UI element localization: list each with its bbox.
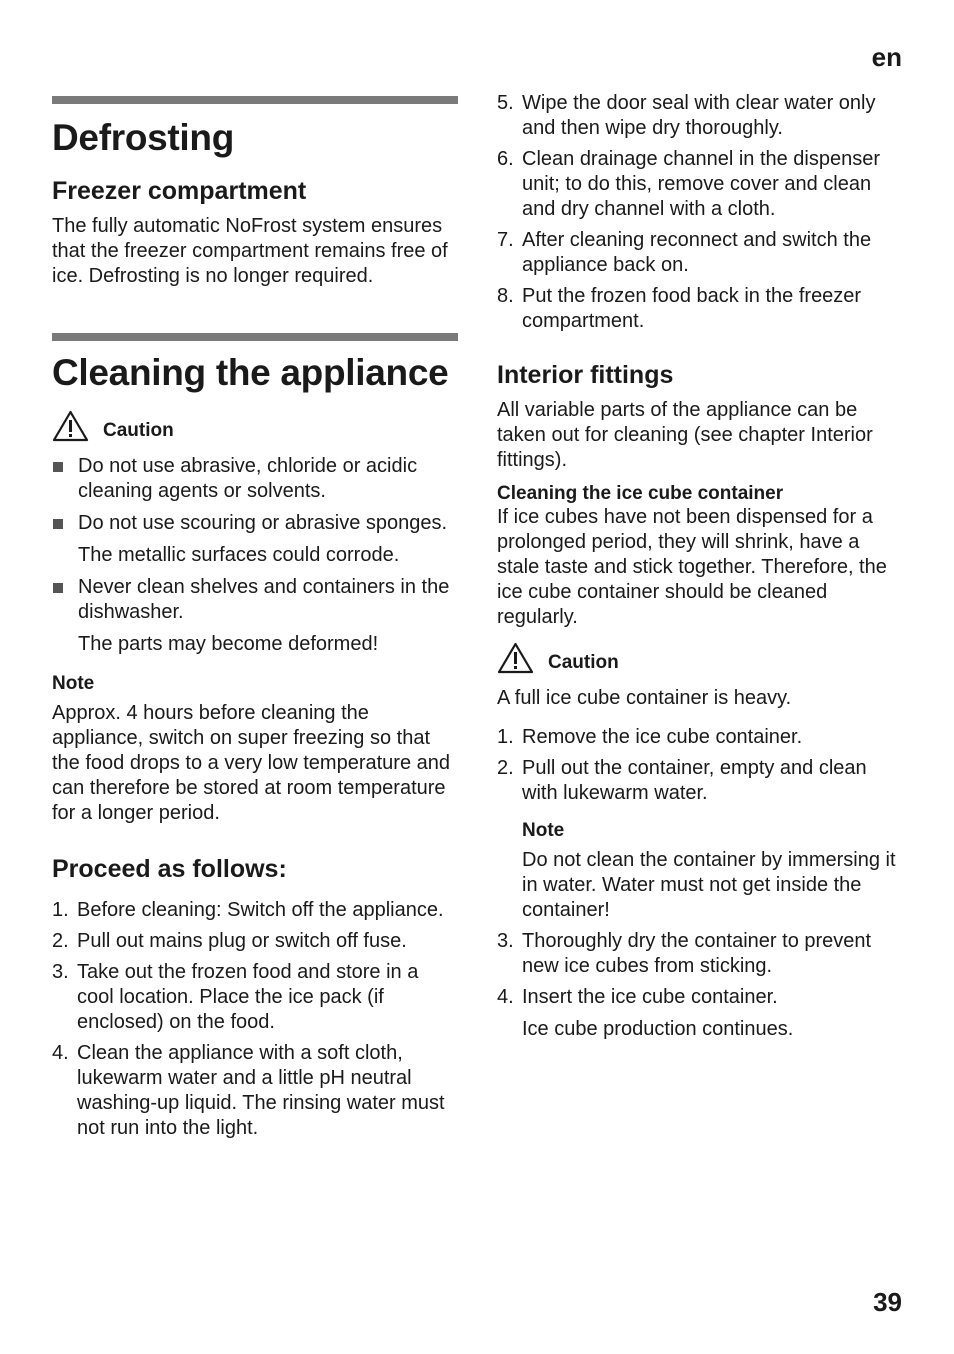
- section-rule: [52, 96, 458, 104]
- interior-fittings-heading: Interior fittings: [497, 361, 674, 389]
- list-item: [497, 228, 907, 278]
- ice-container-body: If ice cubes have not been dispensed for a prolonged period, they will shrink, have a stale taste and stick together. Therefore, the ice cube container should be cleaned regularly.: [497, 506, 887, 628]
- step-number: 1.: [497, 726, 514, 748]
- list-item: [52, 511, 458, 536]
- bullet-followup: The parts may become deformed!: [78, 632, 379, 655]
- final-text: Ice cube production continues.: [522, 1018, 794, 1040]
- bullet-text: Never clean shelves and containers in the dishwasher.: [78, 575, 450, 623]
- step-number: 4.: [497, 986, 514, 1008]
- step-number: 3.: [52, 960, 69, 983]
- list-item: [52, 929, 458, 954]
- bullet-text: Do not use abrasive, chloride or acidic cleaning agents or solvents.: [78, 454, 418, 502]
- list-item: [497, 147, 907, 222]
- caution-label: Caution: [548, 652, 619, 673]
- cleaning-title: Cleaning the appliance: [52, 352, 449, 394]
- step-number: 1.: [52, 898, 69, 921]
- note-label: Note: [52, 672, 95, 694]
- bullet-text: Do not use scouring or abrasive sponges.: [78, 511, 448, 534]
- step-text: Pull out the container, empty and clean with lukewarm water.: [522, 757, 867, 804]
- language-code: en: [871, 42, 902, 72]
- caution-block: [52, 410, 458, 442]
- ice-container-heading: Cleaning the ice cube container: [497, 483, 784, 504]
- interior-body: All variable parts of the appliance can be taken out for cleaning (see chapter Interior fittings).: [497, 399, 873, 471]
- note-text: Do not clean the container by immersing it in water. Water must not get inside the container!: [522, 849, 896, 921]
- list-item: [52, 960, 458, 1035]
- ice-steps: [497, 725, 907, 806]
- caution-label: Caution: [103, 419, 174, 441]
- step-number: 2.: [52, 929, 69, 952]
- list-item: [52, 898, 458, 923]
- step-text: Thoroughly dry the container to prevent new ice cubes from sticking.: [522, 930, 872, 977]
- ice-steps-cont: [497, 929, 907, 1010]
- step-text: Wipe the door seal with clear water only and then wipe dry thoroughly.: [522, 92, 876, 139]
- freezer-compartment-heading: Freezer compartment: [52, 177, 307, 206]
- step-text: Clean the appliance with a soft cloth, lukewarm water and a little pH neutral washing-up liquid. The rinsing water must not run into the light.: [77, 1041, 445, 1139]
- step-number: 2.: [497, 757, 514, 779]
- list-item: [497, 91, 907, 141]
- list-item: [52, 1041, 458, 1141]
- step-number: 8.: [497, 285, 514, 307]
- defrosting-title: Defrosting: [52, 117, 235, 158]
- warning-icon: [497, 642, 534, 674]
- page-number: 39: [873, 1287, 902, 1317]
- note-text: Approx. 4 hours before cleaning the appliance, switch on super freezing so that the food drops to a very low temperature and can therefore be stored at room temperature for a longer period.: [52, 701, 451, 824]
- defrosting-body: The fully automatic NoFrost system ensures that the freezer compartment remains free of ice. Defrosting is no longer required.: [52, 215, 448, 288]
- step-text: Clean drainage channel in the dispenser unit; to do this, remove cover and clean and dry channel with a cloth.: [522, 148, 881, 220]
- step-text: Pull out mains plug or switch off fuse.: [77, 929, 407, 952]
- note-label: Note: [522, 820, 565, 841]
- list-item: [52, 575, 458, 625]
- list-item: [497, 284, 907, 334]
- step-number: 4.: [52, 1041, 69, 1064]
- step-text: After cleaning reconnect and switch the appliance back on.: [522, 229, 872, 276]
- warning-icon: [52, 410, 89, 442]
- list-item: [497, 725, 907, 750]
- section-rule: [52, 333, 458, 341]
- step-number: 3.: [497, 930, 514, 952]
- list-item: [497, 985, 907, 1010]
- step-text: Before cleaning: Switch off the appliance.: [77, 898, 444, 921]
- right-column: [497, 91, 907, 1042]
- step-text: Insert the ice cube container.: [522, 986, 778, 1008]
- bullet-square-icon: [53, 462, 63, 472]
- caution-text: A full ice cube container is heavy.: [497, 687, 792, 709]
- step-text: Take out the frozen food and store in a cool location. Place the ice pack (if enclosed) on the food.: [77, 960, 419, 1033]
- cleaning-steps: [52, 898, 458, 1141]
- proceed-heading: Proceed as follows:: [52, 854, 287, 883]
- step-text: Remove the ice cube container.: [522, 726, 803, 748]
- cleaning-steps-cont: [497, 91, 907, 334]
- bullet-square-icon: [53, 583, 63, 593]
- bullet-square-icon: [53, 519, 63, 529]
- step-number: 6.: [497, 148, 514, 170]
- left-column: [52, 96, 458, 1141]
- list-item: [497, 929, 907, 979]
- step-number: 5.: [497, 92, 514, 114]
- list-item: [52, 454, 458, 504]
- caution-list: [52, 454, 458, 536]
- step-number: 7.: [497, 229, 514, 251]
- caution-list-cont: [52, 575, 458, 625]
- step-text: Put the frozen food back in the freezer compartment.: [522, 285, 862, 332]
- bullet-followup: The metallic surfaces could corrode.: [78, 543, 400, 566]
- caution-block: [497, 642, 907, 674]
- list-item: [497, 756, 907, 806]
